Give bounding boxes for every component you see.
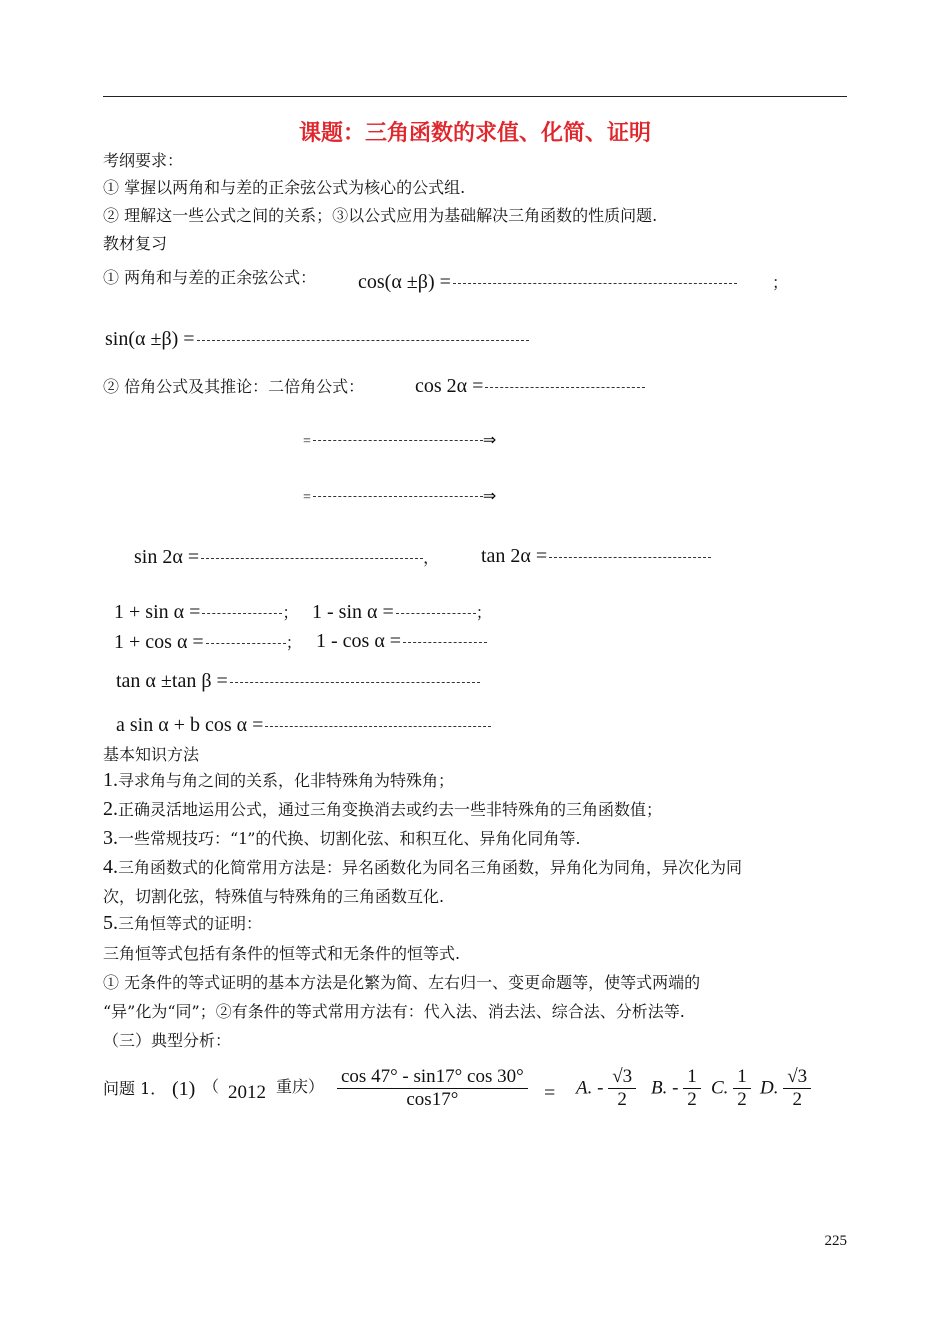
implies-arrow: ⇒	[482, 488, 497, 505]
blank-line	[313, 496, 483, 497]
formula-1-plus-cos	[114, 630, 302, 654]
header-rule	[103, 96, 847, 97]
blank-line	[206, 643, 286, 644]
method-5-line3: “异”化为“同”；②有条件的等式常用方法有：代入法、消去法、综合法、分析法等.	[103, 1002, 685, 1021]
method-text-a: 一些常规技巧：“	[118, 829, 239, 848]
page-number: 225	[824, 1233, 847, 1249]
formula-1-minus-cos-text: 1 - cos α =	[316, 630, 402, 652]
section-typical: （三）典型分析：	[103, 1031, 232, 1050]
problem-fraction	[337, 1066, 528, 1111]
formula-tan2a	[481, 545, 711, 568]
problem-part: (1)	[172, 1078, 196, 1100]
section-outline: 考纲要求：	[103, 151, 184, 170]
formula-cos2a-text: cos 2α =	[415, 375, 484, 397]
formula-cos2a-alt1	[303, 428, 496, 451]
problem-equals: =	[544, 1082, 556, 1104]
blank-line	[485, 387, 645, 388]
semicolon: ；	[282, 605, 299, 622]
method-text: 正确灵活地运用公式，通过三角变换消去或约去一些非特殊角的三角函数值；	[118, 800, 663, 819]
option-a-den: 2	[617, 1089, 627, 1110]
blank-line	[313, 440, 483, 441]
section-basic-methods: 基本知识方法	[103, 745, 200, 764]
method-text-b: ”的代换、切割化弦、和积互化、异角化同角等.	[247, 829, 581, 848]
option-c-den: 2	[737, 1089, 747, 1110]
formula-tan2a-text: tan 2α =	[481, 545, 548, 567]
formula-asin-bcos-text: a sin α + b cos α =	[116, 714, 264, 736]
option-d-den: 2	[792, 1089, 802, 1110]
option-b-num: 1	[683, 1066, 701, 1089]
option-d-num: √3	[783, 1066, 811, 1089]
method-number: 5.	[103, 912, 118, 934]
problem-paren: （	[203, 1077, 220, 1096]
option-a-num: √3	[608, 1066, 636, 1089]
option-c-label: C.	[711, 1077, 729, 1099]
formula-asin-bcos	[116, 714, 491, 737]
method-3	[103, 826, 580, 850]
formula-cos-sum-text: cos(α ±β) =	[358, 271, 451, 293]
method-5	[103, 911, 262, 935]
item1-label: ① 两角和与差的正余弦公式：	[103, 268, 317, 287]
formula-sin2a-text: sin 2α =	[134, 546, 200, 568]
blank-line	[201, 558, 423, 559]
option-c-num: 1	[733, 1066, 751, 1089]
formula-1-minus-sin-text: 1 - sin α =	[312, 601, 394, 623]
formula-cos2a-alt2	[303, 484, 496, 507]
blank-line	[549, 557, 711, 558]
semicolon: ；	[772, 273, 789, 292]
formula-1-plus-sin-text: 1 + sin α =	[114, 601, 201, 623]
option-b-label: B. -	[651, 1077, 679, 1099]
method-5-line1: 三角恒等式包括有条件的恒等式和无条件的恒等式.	[103, 944, 461, 963]
formula-cos-sum	[358, 271, 737, 294]
page-title: 课题：三角函数的求值、化简、证明	[298, 120, 651, 146]
blank-line	[230, 682, 480, 683]
method-text: 寻求角与角之间的关系，化非特殊角为特殊角；	[118, 771, 455, 790]
item2-label: ② 倍角公式及其推论：二倍角公式：	[103, 377, 365, 396]
method-number: 3.	[103, 827, 118, 849]
blank-line	[265, 726, 491, 727]
option-b-den: 2	[687, 1089, 697, 1110]
blank-line	[202, 613, 282, 614]
option-b[interactable]	[651, 1066, 701, 1111]
blank-line	[403, 642, 487, 643]
fraction-numerator: cos 47° - sin17° cos 30°	[337, 1066, 528, 1089]
method-text: 三角恒等式的证明：	[118, 914, 263, 933]
option-c[interactable]	[711, 1066, 751, 1111]
formula-1-plus-cos-text: 1 + cos α =	[114, 631, 204, 653]
formula-tan-sum	[116, 670, 480, 693]
equals-sign: =	[303, 490, 311, 505]
formula-sin-sum	[105, 328, 529, 351]
blank-line	[197, 340, 529, 341]
option-a[interactable]	[576, 1066, 636, 1111]
requirement-1: ① 掌握以两角和与差的正余弦公式为核心的公式组.	[103, 178, 466, 197]
semicolon: ；	[285, 635, 302, 652]
formula-sin2a	[134, 545, 439, 569]
method-1	[103, 768, 454, 792]
option-d[interactable]	[760, 1066, 811, 1111]
comma: ，	[423, 550, 440, 567]
formula-1-plus-sin	[114, 600, 298, 624]
section-review: 教材复习	[103, 234, 168, 253]
method-number: 4.	[103, 856, 118, 878]
requirement-2: ② 理解这一些公式之间的关系；③以公式应用为基础解决三角函数的性质问题.	[103, 206, 658, 225]
method-5-line2: ① 无条件的等式证明的基本方法是化繁为简、左右归一、变更命题等，使等式两端的	[103, 973, 701, 992]
equals-sign: =	[303, 434, 311, 449]
problem-year: 2012	[228, 1082, 266, 1103]
formula-cos2a	[415, 375, 645, 398]
blank-line	[396, 613, 476, 614]
method-text: 三角函数式的化简常用方法是：异名函数化为同名三角函数，异角化为同角，异次化为同	[118, 858, 743, 877]
method-text-one: 1	[238, 828, 248, 848]
problem-source: 重庆）	[276, 1077, 325, 1096]
method-4-cont: 次，切割化弦，特殊值与特殊角的三角函数互化.	[103, 887, 445, 906]
method-number: 2.	[103, 798, 118, 820]
problem-label: 问题 1．	[103, 1079, 167, 1098]
formula-tan-sum-text: tan α ±tan β =	[116, 670, 228, 692]
implies-arrow: ⇒	[482, 432, 497, 449]
method-2	[103, 797, 662, 821]
option-d-label: D.	[760, 1077, 779, 1099]
formula-1-minus-sin	[312, 600, 492, 624]
formula-1-minus-cos	[316, 630, 487, 653]
semicolon: ；	[475, 605, 492, 622]
method-number: 1.	[103, 769, 118, 791]
option-a-label: A. -	[576, 1077, 604, 1099]
blank-line	[453, 283, 737, 284]
fraction-denominator: cos17°	[406, 1089, 459, 1110]
formula-sin-sum-text: sin(α ±β) =	[105, 328, 195, 350]
method-4	[103, 855, 742, 879]
